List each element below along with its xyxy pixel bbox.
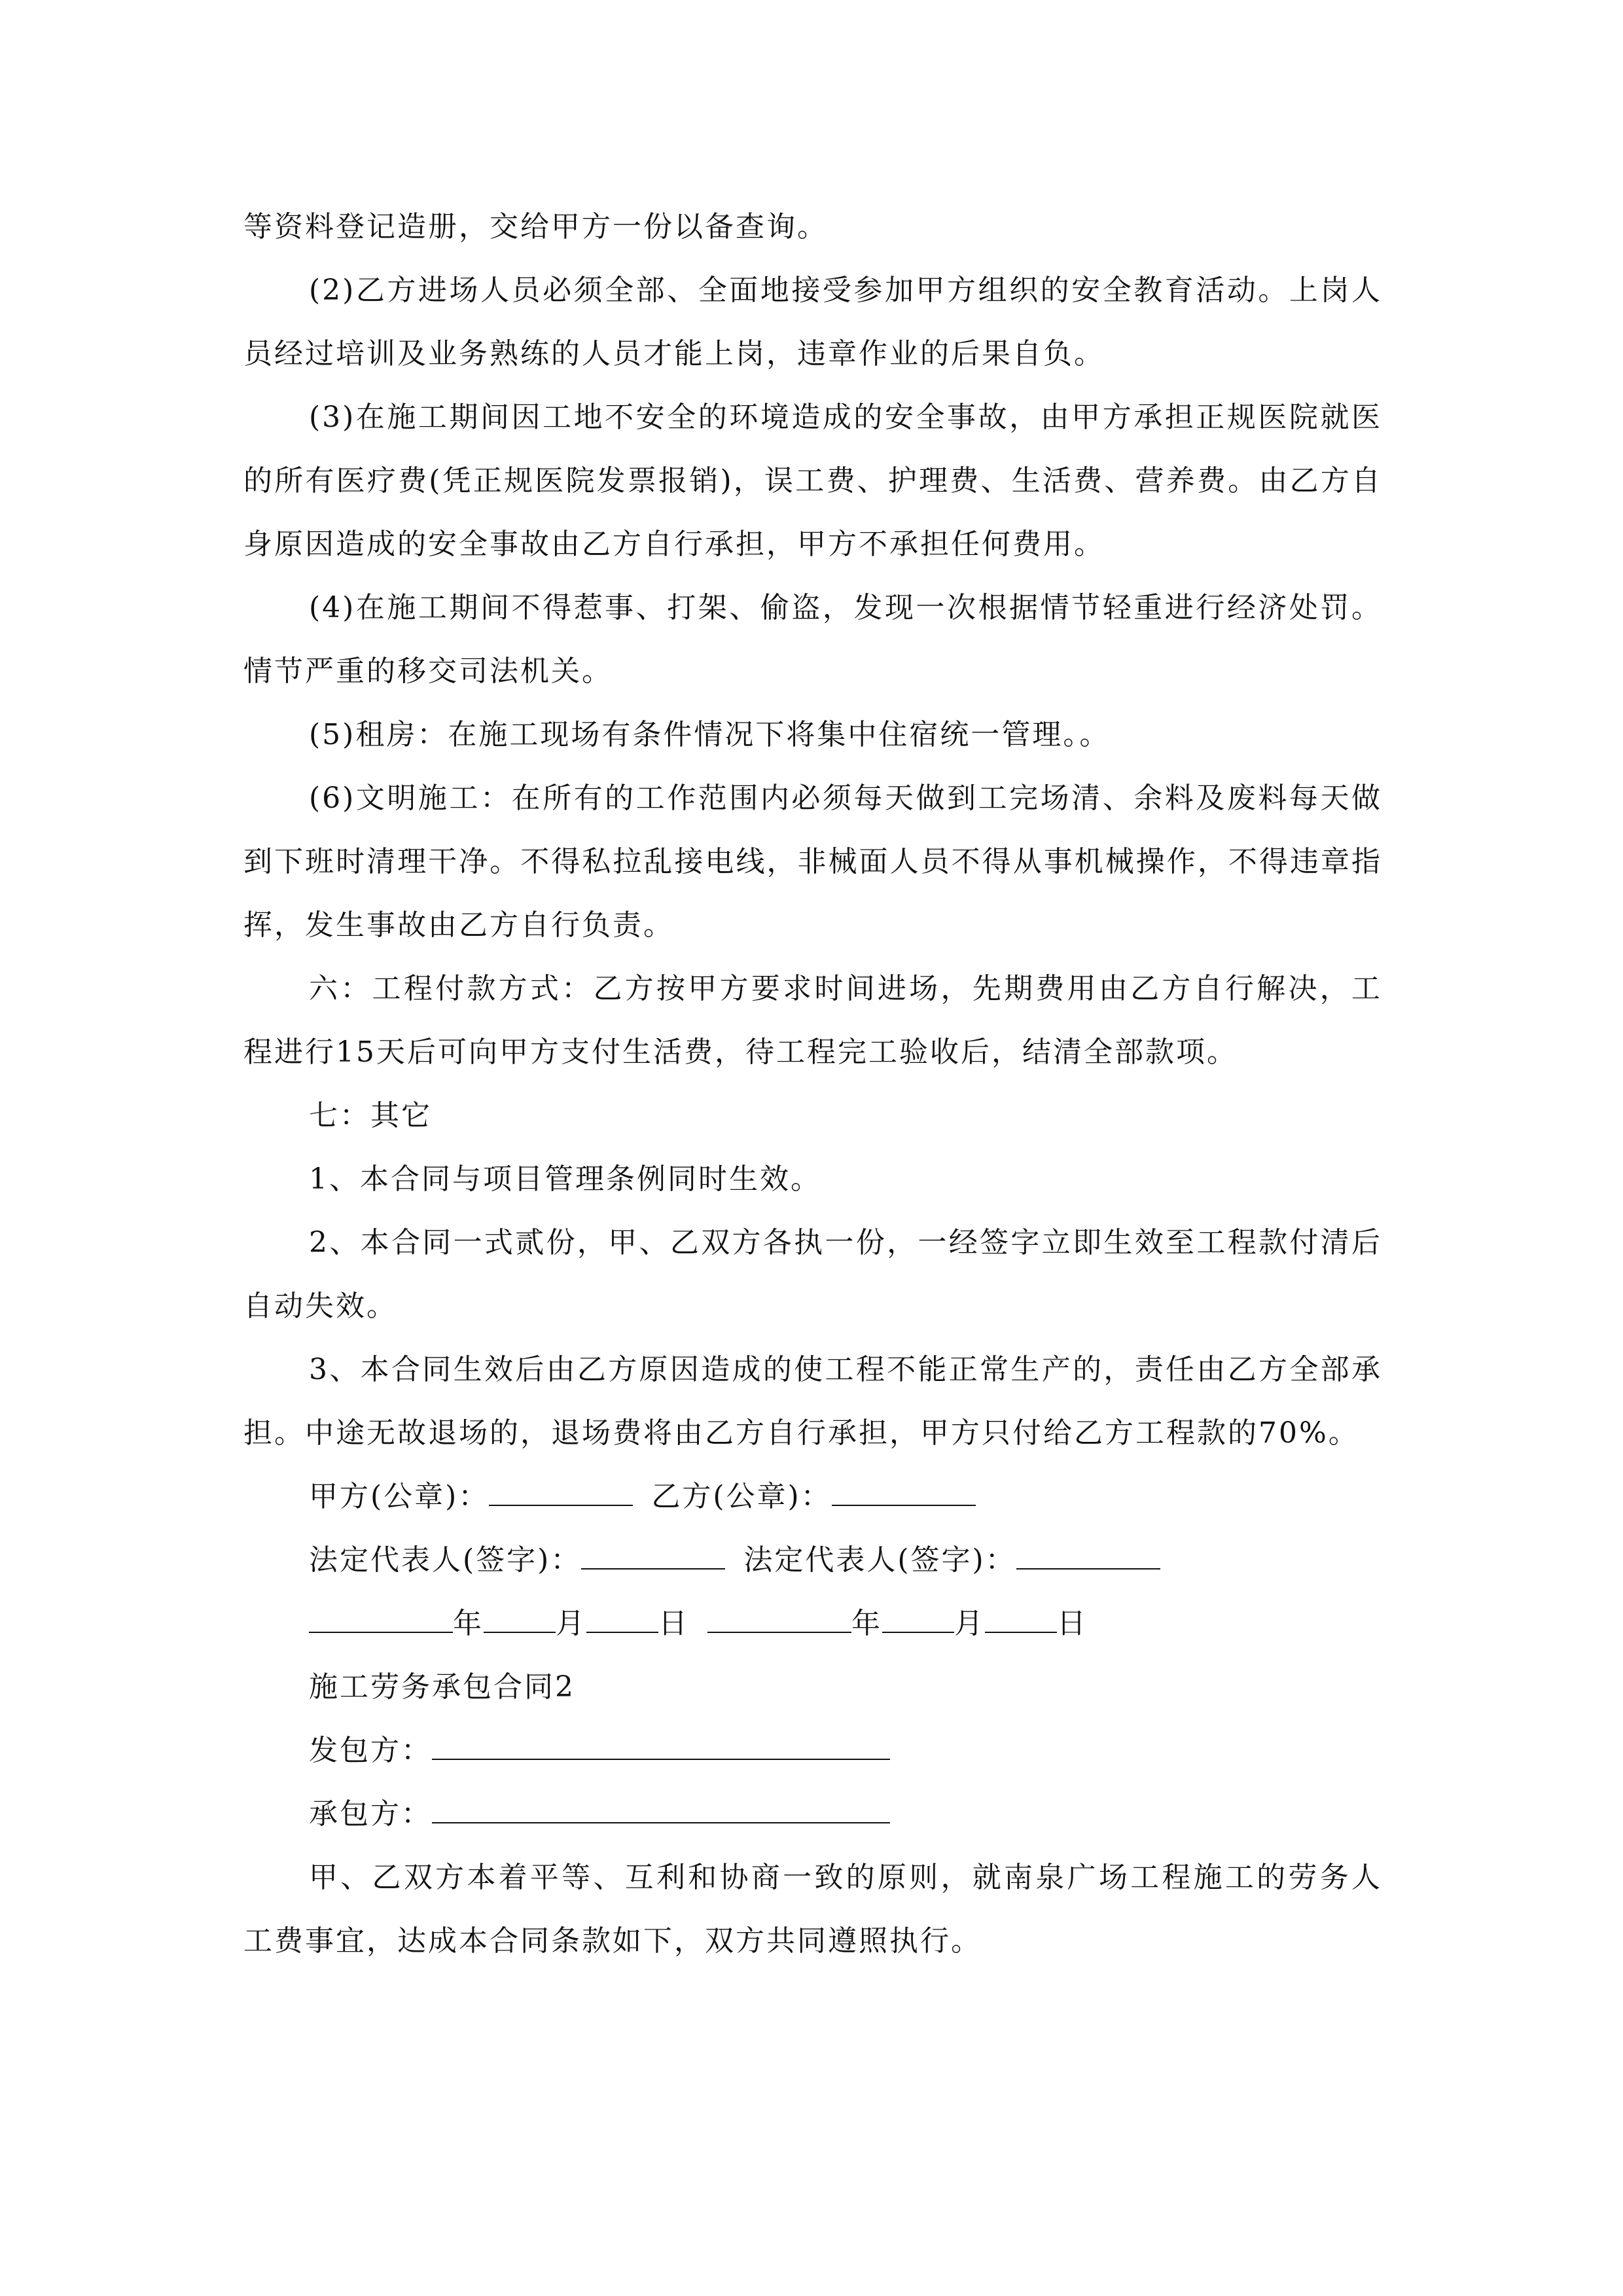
paragraph-item-3: (3)在施工期间因工地不安全的环境造成的安全事故，由甲方承担正规医院就医的所有医疗费(凭正规医院发票报销)，误工费、护理费、生活费、营养费。由乙方自身原因造成的安全事故由乙方自行承担，甲方不承担任何费用。 <box>243 401 1382 561</box>
paragraph-clause-1: 1、本合同与项目管理条例同时生效。 <box>309 1162 821 1196</box>
paragraph-item-4: (4)在施工期间不得惹事、打架、偷盗，发现一次根据情节轻重进行经济处罚。情节严重的移交司法机关。 <box>243 591 1382 688</box>
party-b-rep-label: 法定代表人(签字)： <box>743 1543 1016 1577</box>
seal-line <box>243 1465 1382 1528</box>
heading-others: 七：其它 <box>309 1099 432 1132</box>
contractor-label: 承包方： <box>309 1797 432 1831</box>
contractor-line <box>243 1782 1382 1846</box>
paragraph-clause-2: 2、本合同一式贰份，甲、乙双方各执一份，一经签字立即生效至工程款付清后自动失效。 <box>243 1226 1382 1323</box>
party-b-seal-blank[interactable] <box>832 1468 976 1506</box>
year-label: 年 <box>851 1607 882 1640</box>
party-a-month-blank[interactable] <box>484 1595 556 1633</box>
party-b-day-blank[interactable] <box>985 1595 1057 1633</box>
party-b-seal-label: 乙方(公章)： <box>651 1480 832 1513</box>
day-label: 日 <box>658 1607 689 1640</box>
issuer-line <box>243 1719 1382 1782</box>
contract-2-title: 施工劳务承包合同2 <box>309 1670 575 1704</box>
paragraph-clause-3: 3、本合同生效后由乙方原因造成的使工程不能正常生产的，责任由乙方全部承担。中途无故退场的，退场费将由乙方自行承担，甲方只付给乙方工程款的70%。 <box>243 1353 1382 1450</box>
document-body <box>243 195 1382 1973</box>
issuer-blank[interactable] <box>432 1722 890 1760</box>
month-label: 月 <box>556 1607 586 1640</box>
representative-line <box>243 1528 1382 1592</box>
party-b-rep-blank[interactable] <box>1016 1532 1160 1570</box>
party-b-year-blank[interactable] <box>707 1595 851 1633</box>
paragraph-continuation: 等资料登记造册，交给甲方一份以备查询。 <box>243 210 828 243</box>
month-label: 月 <box>954 1607 985 1640</box>
date-line <box>243 1592 1382 1655</box>
party-a-seal-blank[interactable] <box>489 1468 633 1506</box>
day-label: 日 <box>1057 1607 1088 1640</box>
party-a-rep-label: 法定代表人(签字)： <box>309 1543 582 1577</box>
party-a-year-blank[interactable] <box>309 1595 453 1633</box>
party-a-rep-blank[interactable] <box>581 1532 725 1570</box>
party-a-day-blank[interactable] <box>586 1595 658 1633</box>
paragraph-item-5: (5)租房：在施工现场有条件情况下将集中住宿统一管理。。 <box>309 718 1111 751</box>
contract-2-intro: 甲、乙双方本着平等、互利和协商一致的原则，就南泉广场工程施工的劳务人工费事宜，达成本合同条款如下，双方共同遵照执行。 <box>243 1861 1382 1958</box>
year-label: 年 <box>453 1607 484 1640</box>
party-b-month-blank[interactable] <box>882 1595 954 1633</box>
paragraph-item-6: (6)文明施工：在所有的工作范围内必须每天做到工完场清、余料及废料每天做到下班时清理干净。不得私拉乱接电线，非械面人员不得从事机械操作，不得违章指挥，发生事故由乙方自行负责。 <box>243 781 1382 942</box>
issuer-label: 发包方： <box>309 1734 432 1767</box>
contractor-blank[interactable] <box>432 1785 890 1823</box>
paragraph-payment-terms: 六：工程付款方式：乙方按甲方要求时间进场，先期费用由乙方自行解决，工程进行15天后可向甲方支付生活费，待工程完工验收后，结清全部款项。 <box>243 972 1382 1069</box>
party-a-seal-label: 甲方(公章)： <box>309 1480 490 1513</box>
paragraph-item-2: (2)乙方进场人员必须全部、全面地接受参加甲方组织的安全教育活动。上岗人员经过培训及业务熟练的人员才能上岗，违章作业的后果自负。 <box>243 274 1382 370</box>
